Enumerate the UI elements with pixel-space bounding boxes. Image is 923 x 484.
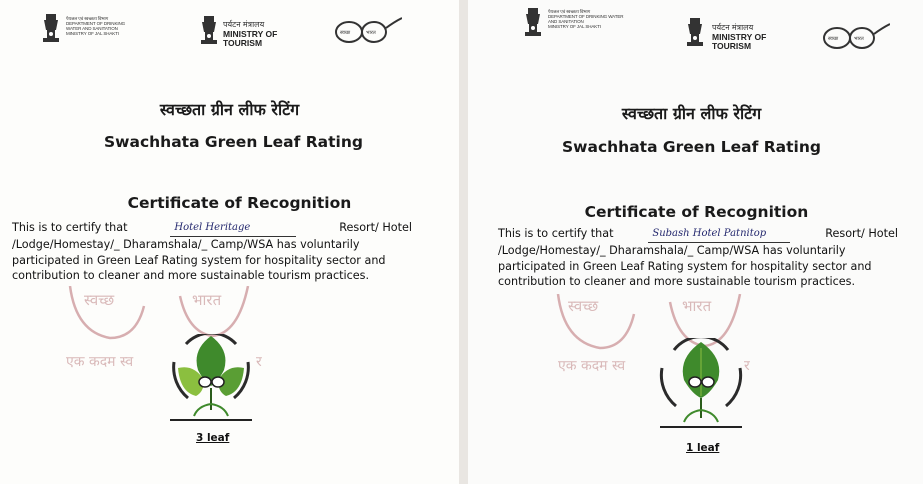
title-hindi: स्वच्छता ग्रीन लीफ रेटिंग <box>621 104 762 123</box>
stamp-motto-end: र <box>744 358 750 374</box>
stamp-text-right: भारत <box>192 291 222 309</box>
body-line1-suffix: Resort/ Hotel <box>825 227 898 240</box>
stamp-motto: एक कदम स्व <box>558 358 626 374</box>
body-line2: /Lodge/Homestay/_ Dharamshala/_ Camp/WSA has voluntarily <box>498 243 846 257</box>
svg-text:स्वच्छ: स्वच्छ <box>340 30 351 36</box>
body-line4: contribution to cleaner and more sustainable tourism practices. <box>498 275 856 289</box>
body-prefix: This is to certify that <box>12 221 128 234</box>
certificate-left <box>0 0 459 484</box>
national-emblem-icon <box>522 6 544 40</box>
certificate-heading: Certificate of Recognition <box>127 194 352 212</box>
swachh-bharat-glasses-icon <box>332 16 402 46</box>
filled-property-name: Subash Hotel Patnitop <box>648 226 790 243</box>
body-line3: participated in Green Leaf Rating system for hospitality sector and <box>12 253 386 267</box>
svg-text:स्वच्छ: स्वच्छ <box>828 36 839 42</box>
body-line3: participated in Green Leaf Rating system for hospitality sector and <box>498 259 872 273</box>
body-line2: /Lodge/Homestay/_ Dharamshala/_ Camp/WSA has voluntarily <box>12 237 360 251</box>
title-english: Swachhata Green Leaf Rating <box>104 133 363 151</box>
leaf-rating-label: 3 leaf <box>196 432 230 444</box>
stamp-text-right: भारत <box>682 297 712 315</box>
logo-row <box>0 10 459 58</box>
certificate-body <box>498 226 898 290</box>
logo-row <box>468 10 923 58</box>
svg-text:भारत: भारत <box>854 36 864 42</box>
ministry-of-tourism-logo: पर्यटन मंत्रालय MINISTRY OF TOURISM <box>712 23 767 51</box>
leaf-rating-label: 1 leaf <box>686 442 720 454</box>
ministry-of-tourism-logo: पर्यटन मंत्रालय MINISTRY OF TOURISM <box>223 20 278 48</box>
stamp-text-left: स्वच्छ <box>568 297 599 315</box>
national-emblem-icon <box>40 12 62 46</box>
stamp-text-left: स्वच्छ <box>84 291 115 309</box>
title-hindi: स्वच्छता ग्रीन लीफ रेटिंग <box>159 100 300 119</box>
stamp-motto-end: र <box>256 354 262 370</box>
svg-text:भारत: भारत <box>366 30 376 36</box>
national-emblem-icon <box>684 16 706 50</box>
title-english: Swachhata Green Leaf Rating <box>562 138 821 156</box>
stamp-motto: एक कदम स्व <box>66 354 134 370</box>
green-leaf-badge-1 <box>658 338 744 430</box>
body-prefix: This is to certify that <box>498 227 614 240</box>
certificate-right <box>468 0 923 484</box>
filled-property-name: Hotel Heritage <box>170 220 296 237</box>
certificate-heading: Certificate of Recognition <box>584 203 809 221</box>
national-emblem-icon <box>198 14 220 48</box>
certificate-body <box>12 220 412 284</box>
green-leaf-badge-3 <box>168 334 254 424</box>
body-line4: contribution to cleaner and more sustainable tourism practices. <box>12 269 370 283</box>
dept-text: पेयजल एवं स्वच्छता विभाग DEPARTMENT OF DRINKING WATER AND SANITATION MINISTRY OF JAL SHAKTI <box>66 16 126 36</box>
body-line1-suffix: Resort/ Hotel <box>339 221 412 234</box>
swachh-bharat-glasses-icon <box>820 22 890 52</box>
dept-text: पेयजल एवं स्वच्छता विभाग DEPARTMENT OF DRINKING WATER AND SANITATION MINISTRY OF JAL SHAKTI <box>548 9 624 29</box>
